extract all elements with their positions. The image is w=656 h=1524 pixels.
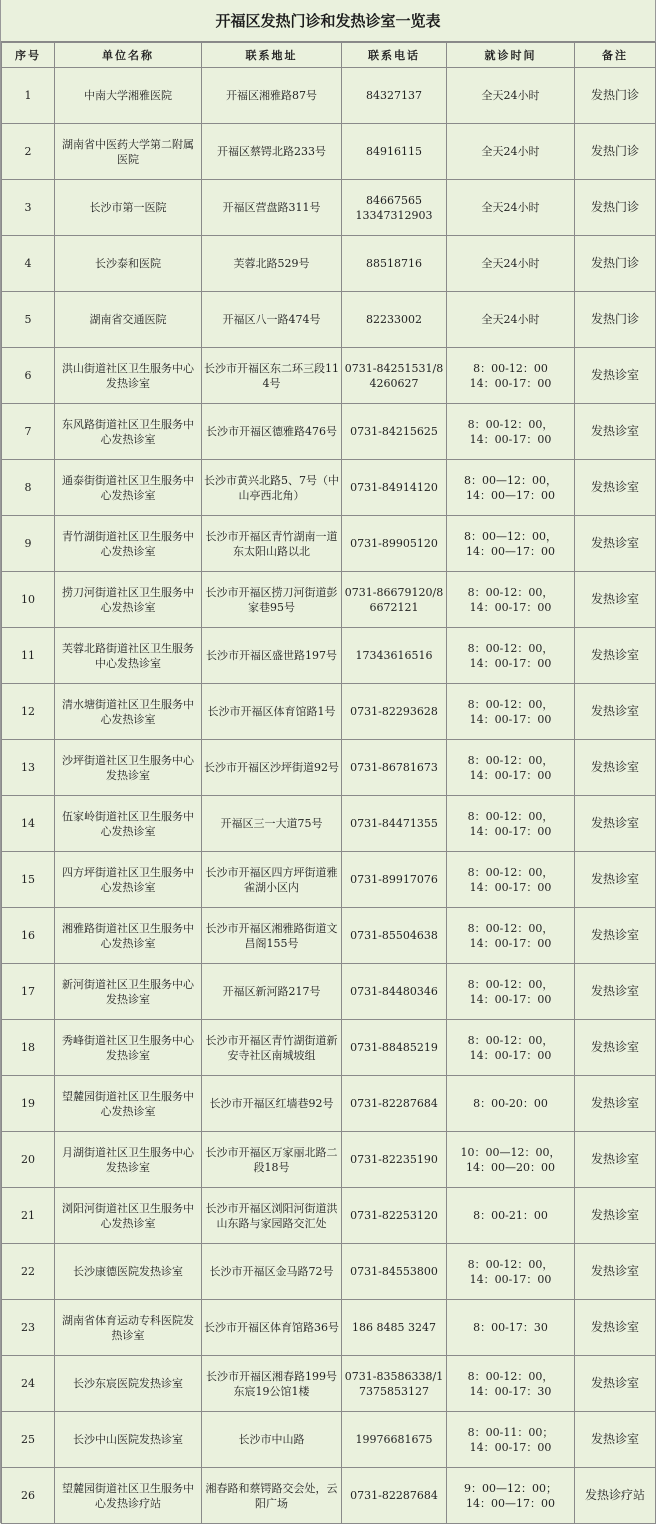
cell-name: 清水塘街道社区卫生服务中心发热诊室: [55, 684, 202, 740]
cell-hours: 8：00-12：00， 14：00-17：00: [447, 572, 575, 628]
cell-phone: 0731-86781673: [342, 740, 447, 796]
cell-hours: 8：00-20：00: [447, 1076, 575, 1132]
cell-index: 10: [2, 572, 55, 628]
cell-address: 开福区湘雅路87号: [202, 68, 342, 124]
cell-address: 长沙市开福区湘雅路街道文昌阁155号: [202, 908, 342, 964]
cell-hours: 8：00-21：00: [447, 1188, 575, 1244]
cell-phone: 186 8485 3247: [342, 1300, 447, 1356]
cell-name: 捞刀河街道社区卫生服务中心发热诊室: [55, 572, 202, 628]
table-row: [2, 852, 656, 908]
cell-remark: 发热诊室: [575, 1132, 656, 1188]
cell-index: 25: [2, 1412, 55, 1468]
cell-hours: 全天24小时: [447, 124, 575, 180]
cell-phone: 0731-83586338/17375853127: [342, 1356, 447, 1412]
cell-name: 湘雅路街道社区卫生服务中心发热诊室: [55, 908, 202, 964]
cell-name: 长沙中山医院发热诊室: [55, 1412, 202, 1468]
cell-hours: 8：00—12：00， 14：00—17：00: [447, 460, 575, 516]
cell-index: 7: [2, 404, 55, 460]
cell-address: 长沙市黄兴北路5、7号（中山亭西北角）: [202, 460, 342, 516]
cell-phone: 0731-84553800: [342, 1244, 447, 1300]
cell-index: 3: [2, 180, 55, 236]
cell-remark: 发热诊疗站: [575, 1468, 656, 1524]
cell-name: 四方坪街道社区卫生服务中心发热诊室: [55, 852, 202, 908]
cell-remark: 发热门诊: [575, 180, 656, 236]
page-title: 开福区发热门诊和发热诊室一览表: [1, 0, 655, 42]
cell-name: 长沙市第一医院: [55, 180, 202, 236]
table-row: [2, 1468, 656, 1524]
cell-hours: 9：00—12：00； 14：00—17：00: [447, 1468, 575, 1524]
cell-phone: 0731-84215625: [342, 404, 447, 460]
cell-index: 16: [2, 908, 55, 964]
cell-name: 伍家岭街道社区卫生服务中心发热诊室: [55, 796, 202, 852]
table-row: [2, 1076, 656, 1132]
cell-name: 望麓园街道社区卫生服务中心发热诊室: [55, 1076, 202, 1132]
table-row: [2, 684, 656, 740]
cell-remark: 发热诊室: [575, 1188, 656, 1244]
cell-phone: 0731-84251531/84260627: [342, 348, 447, 404]
table-row: [2, 68, 656, 124]
cell-remark: 发热诊室: [575, 1244, 656, 1300]
cell-name: 洪山街道社区卫生服务中心发热诊室: [55, 348, 202, 404]
cell-phone: 0731-85504638: [342, 908, 447, 964]
cell-index: 20: [2, 1132, 55, 1188]
table-row: [2, 1132, 656, 1188]
table-row: [2, 460, 656, 516]
cell-index: 5: [2, 292, 55, 348]
cell-phone: 0731-82235190: [342, 1132, 447, 1188]
cell-phone: 82233002: [342, 292, 447, 348]
cell-index: 14: [2, 796, 55, 852]
cell-name: 沙坪街道社区卫生服务中心发热诊室: [55, 740, 202, 796]
cell-phone: 84667565 13347312903: [342, 180, 447, 236]
cell-remark: 发热门诊: [575, 68, 656, 124]
cell-remark: 发热诊室: [575, 460, 656, 516]
table-row: [2, 964, 656, 1020]
table-row: [2, 1244, 656, 1300]
cell-hours: 10：00—12：00， 14：00—20：00: [447, 1132, 575, 1188]
cell-index: 26: [2, 1468, 55, 1524]
cell-address: 长沙市开福区沙坪街道92号: [202, 740, 342, 796]
cell-name: 望麓园街道社区卫生服务中心发热诊疗站: [55, 1468, 202, 1524]
clinic-table: [1, 42, 656, 1524]
table-row: [2, 180, 656, 236]
cell-index: 9: [2, 516, 55, 572]
table-row: [2, 1412, 656, 1468]
cell-remark: 发热诊室: [575, 572, 656, 628]
cell-index: 4: [2, 236, 55, 292]
table-row: [2, 124, 656, 180]
cell-hours: 全天24小时: [447, 236, 575, 292]
cell-phone: 0731-84480346: [342, 964, 447, 1020]
cell-remark: 发热诊室: [575, 908, 656, 964]
cell-phone: 0731-84471355: [342, 796, 447, 852]
cell-remark: 发热诊室: [575, 796, 656, 852]
cell-remark: 发热诊室: [575, 1020, 656, 1076]
cell-name: 芙蓉北路街道社区卫生服务中心发热诊室: [55, 628, 202, 684]
table-row: [2, 908, 656, 964]
cell-address: 芙蓉北路529号: [202, 236, 342, 292]
cell-remark: 发热诊室: [575, 1300, 656, 1356]
cell-hours: 全天24小时: [447, 68, 575, 124]
table-row: [2, 796, 656, 852]
cell-hours: 8：00-12：00， 14：00-17：00: [447, 852, 575, 908]
cell-phone: 0731-86679120/86672121: [342, 572, 447, 628]
cell-name: 浏阳河街道社区卫生服务中心发热诊室: [55, 1188, 202, 1244]
cell-remark: 发热诊室: [575, 404, 656, 460]
cell-index: 2: [2, 124, 55, 180]
cell-index: 24: [2, 1356, 55, 1412]
cell-hours: 8：00-12：00， 14：00-17：00: [447, 684, 575, 740]
table-row: [2, 740, 656, 796]
cell-hours: 8：00-17：30: [447, 1300, 575, 1356]
cell-hours: 8：00-12：00， 14：00-17：00: [447, 1244, 575, 1300]
cell-name: 新河街道社区卫生服务中心发热诊室: [55, 964, 202, 1020]
cell-hours: 8：00-12：00， 14：00-17：30: [447, 1356, 575, 1412]
cell-name: 湖南省交通医院: [55, 292, 202, 348]
cell-hours: 8：00-12：00， 14：00-17：00: [447, 628, 575, 684]
cell-remark: 发热诊室: [575, 348, 656, 404]
cell-name: 秀峰街道社区卫生服务中心发热诊室: [55, 1020, 202, 1076]
cell-index: 12: [2, 684, 55, 740]
table-row: [2, 348, 656, 404]
cell-remark: 发热门诊: [575, 292, 656, 348]
cell-hours: 8：00-12：00， 14：00-17：00: [447, 1020, 575, 1076]
cell-index: 17: [2, 964, 55, 1020]
cell-remark: 发热诊室: [575, 516, 656, 572]
cell-index: 6: [2, 348, 55, 404]
cell-phone: 0731-89905120: [342, 516, 447, 572]
cell-address: 长沙市开福区青竹湖南一道东太阳山路以北: [202, 516, 342, 572]
cell-index: 11: [2, 628, 55, 684]
cell-phone: 88518716: [342, 236, 447, 292]
cell-remark: 发热诊室: [575, 964, 656, 1020]
cell-name: 中南大学湘雅医院: [55, 68, 202, 124]
cell-address: 长沙市开福区盛世路197号: [202, 628, 342, 684]
cell-address: 开福区三一大道75号: [202, 796, 342, 852]
cell-phone: 84327137: [342, 68, 447, 124]
cell-phone: 0731-82253120: [342, 1188, 447, 1244]
table-row: [2, 628, 656, 684]
cell-phone: 0731-89917076: [342, 852, 447, 908]
cell-address: 湘春路和蔡锷路交会处，云阳广场: [202, 1468, 342, 1524]
cell-address: 长沙市开福区德雅路476号: [202, 404, 342, 460]
cell-address: 长沙市开福区青竹湖街道新安寺社区南城坡组: [202, 1020, 342, 1076]
cell-index: 23: [2, 1300, 55, 1356]
cell-address: 长沙市开福区捞刀河街道彭家巷95号: [202, 572, 342, 628]
cell-phone: 0731-82293628: [342, 684, 447, 740]
header-address: 联系地址: [202, 43, 342, 68]
cell-phone: 17343616516: [342, 628, 447, 684]
cell-index: 19: [2, 1076, 55, 1132]
cell-index: 22: [2, 1244, 55, 1300]
table-row: [2, 572, 656, 628]
cell-phone: 0731-84914120: [342, 460, 447, 516]
cell-address: 长沙市开福区四方坪街道雅雀湖小区内: [202, 852, 342, 908]
cell-address: 长沙市中山路: [202, 1412, 342, 1468]
table-row: [2, 236, 656, 292]
cell-address: 长沙市开福区万家丽北路二段18号: [202, 1132, 342, 1188]
table-row: [2, 516, 656, 572]
cell-hours: 全天24小时: [447, 292, 575, 348]
table-row: [2, 1300, 656, 1356]
header-name: 单位名称: [55, 43, 202, 68]
cell-hours: 8：00-12：00 14：00-17：00: [447, 348, 575, 404]
cell-hours: 8：00-11：00； 14：00-17：00: [447, 1412, 575, 1468]
table-header-row: [2, 43, 656, 68]
cell-remark: 发热诊室: [575, 628, 656, 684]
cell-name: 东风路街道社区卫生服务中心发热诊室: [55, 404, 202, 460]
cell-hours: 8：00-12：00， 14：00-17：00: [447, 964, 575, 1020]
header-hours: 就诊时间: [447, 43, 575, 68]
cell-remark: 发热诊室: [575, 1412, 656, 1468]
cell-phone: 0731-82287684: [342, 1076, 447, 1132]
cell-remark: 发热诊室: [575, 1076, 656, 1132]
cell-index: 1: [2, 68, 55, 124]
cell-address: 开福区八一路474号: [202, 292, 342, 348]
cell-address: 长沙市开福区浏阳河街道洪山东路与家园路交汇处: [202, 1188, 342, 1244]
cell-hours: 8：00-12：00， 14：00-17：00: [447, 740, 575, 796]
cell-remark: 发热门诊: [575, 124, 656, 180]
cell-index: 21: [2, 1188, 55, 1244]
cell-phone: 0731-82287684: [342, 1468, 447, 1524]
table-row: [2, 1356, 656, 1412]
cell-address: 长沙市开福区金马路72号: [202, 1244, 342, 1300]
cell-hours: 8：00-12：00， 14：00-17：00: [447, 796, 575, 852]
cell-address: 长沙市开福区红墙巷92号: [202, 1076, 342, 1132]
cell-index: 13: [2, 740, 55, 796]
cell-remark: 发热诊室: [575, 740, 656, 796]
cell-address: 开福区蔡锷北路233号: [202, 124, 342, 180]
table-row: [2, 1188, 656, 1244]
cell-hours: 全天24小时: [447, 180, 575, 236]
cell-hours: 8：00—12：00， 14：00—17：00: [447, 516, 575, 572]
cell-phone: 84916115: [342, 124, 447, 180]
cell-hours: 8：00-12：00， 14：00-17：00: [447, 908, 575, 964]
cell-address: 开福区新河路217号: [202, 964, 342, 1020]
header-remark: 备注: [575, 43, 656, 68]
table-row: [2, 404, 656, 460]
cell-index: 8: [2, 460, 55, 516]
cell-address: 长沙市开福区东二环三段114号: [202, 348, 342, 404]
cell-address: 长沙市开福区体育馆路1号: [202, 684, 342, 740]
cell-name: 月湖街道社区卫生服务中心发热诊室: [55, 1132, 202, 1188]
cell-name: 青竹湖街道社区卫生服务中心发热诊室: [55, 516, 202, 572]
cell-address: 开福区营盘路311号: [202, 180, 342, 236]
cell-name: 长沙泰和医院: [55, 236, 202, 292]
cell-address: 长沙市开福区湘春路199号东宸19公馆1楼: [202, 1356, 342, 1412]
cell-remark: 发热诊室: [575, 684, 656, 740]
header-phone: 联系电话: [342, 43, 447, 68]
cell-name: 湖南省中医药大学第二附属医院: [55, 124, 202, 180]
cell-name: 长沙东宸医院发热诊室: [55, 1356, 202, 1412]
cell-hours: 8：00-12：00， 14：00-17：00: [447, 404, 575, 460]
cell-phone: 19976681675: [342, 1412, 447, 1468]
cell-remark: 发热诊室: [575, 852, 656, 908]
table-body: [2, 68, 656, 1524]
cell-index: 15: [2, 852, 55, 908]
cell-remark: 发热门诊: [575, 236, 656, 292]
cell-phone: 0731-88485219: [342, 1020, 447, 1076]
cell-name: 湖南省体育运动专科医院发热诊室: [55, 1300, 202, 1356]
cell-name: 长沙康德医院发热诊室: [55, 1244, 202, 1300]
cell-remark: 发热诊室: [575, 1356, 656, 1412]
table-row: [2, 1020, 656, 1076]
header-index: 序号: [2, 43, 55, 68]
cell-name: 通泰街街道社区卫生服务中心发热诊室: [55, 460, 202, 516]
cell-address: 长沙市开福区体育馆路36号: [202, 1300, 342, 1356]
table-row: [2, 292, 656, 348]
cell-index: 18: [2, 1020, 55, 1076]
